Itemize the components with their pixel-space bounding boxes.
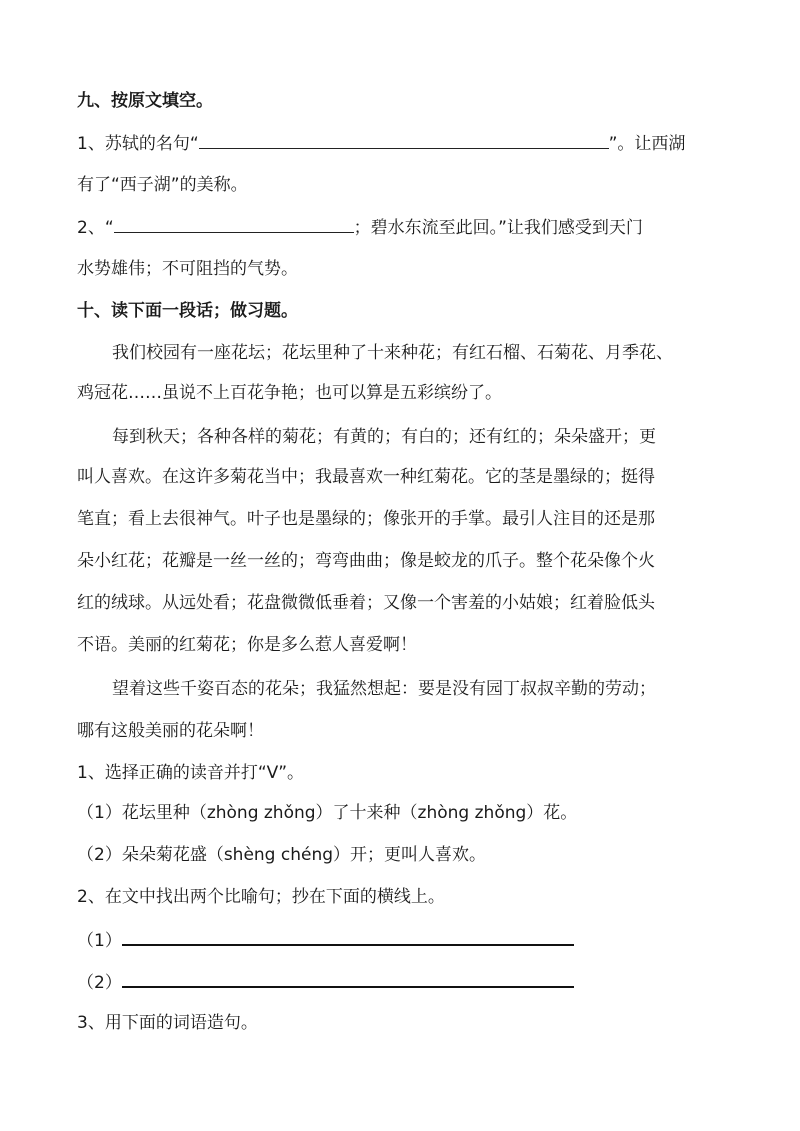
paragraph-3-line: 望着这些千姿百态的花朵；我猛然想起：要是没有园丁叔叔辛勤的劳动； [112,679,656,699]
paragraph-2-line: 朵小红花；花瓣是一丝一丝的；弯弯曲曲；像是蛟龙的爪子。整个花朵像个火 [77,551,655,571]
sec9-q2-line2: 水势雄伟；不可阻挡的气势。 [77,259,298,279]
sec9-q1-line2: 有了“西子湖”的美称。 [77,175,248,195]
paragraph-1-line: 鸡冠花……虽说不上百花争艳；也可以算是五彩缤纷了。 [77,383,502,403]
answer-blank-2[interactable] [122,968,574,988]
question-1-item: （1）花坛里种（zhòng zhǒng）了十来种（zhòng zhǒng）花。 [77,803,578,823]
answer-blank-1[interactable] [122,926,574,946]
sec9-q1-suffix: ”。让西湖 [608,134,686,154]
paragraph-2-line: 不语。美丽的红菊花；你是多么惹人喜爱啊！ [77,635,417,655]
sec9-q2-prefix: 2、“ [77,218,114,238]
sec9-q2-blank[interactable] [114,214,354,233]
paragraph-2-line: 笔直；看上去很神气。叶子也是墨绿的；像张开的手掌。最引人注目的还是那 [77,509,655,529]
question-1-title: 1、选择正确的读音并打“V”。 [77,763,305,783]
sec9-q1-blank[interactable] [199,130,609,149]
paragraph-3-line: 哪有这般美丽的花朵啊！ [77,721,264,741]
question-1-item: （2）朵朵菊花盛（shèng chéng）开；更叫人喜欢。 [77,845,487,865]
sec9-q1-prefix: 1、苏轼的名句“ [77,134,199,154]
question-2-answer-line [77,968,574,996]
question-3-title: 3、用下面的词语造句。 [77,1013,258,1033]
question-2-answer-line [77,926,574,954]
question-2-title: 2、在文中找出两个比喻句；抄在下面的横线上。 [77,887,445,907]
paragraph-2-line: 叫人喜欢。在这许多菊花当中；我最喜欢一种红菊花。它的茎是墨绿的；挺得 [77,467,655,487]
sec9-q1-line1 [77,130,685,157]
sec9-q2-line1 [77,214,643,241]
paragraph-2-line: 红的绒球。从远处看；花盘微微低垂着；又像一个害羞的小姑娘；红着脸低头 [77,593,655,613]
paragraph-1-line: 我们校园有一座花坛；花坛里种了十来种花；有红石榴、石菊花、月季花、 [112,343,673,363]
paragraph-2-line: 每到秋天；各种各样的菊花；有黄的；有白的；还有红的；朵朵盛开；更 [112,427,656,447]
answer-label: （2） [77,973,122,993]
section-10-heading: 十、读下面一段话；做习题。 [77,301,298,321]
answer-label: （1） [77,931,122,951]
sec9-q2-suffix: ；碧水东流至此回。”让我们感受到天门 [353,218,643,238]
section-9-heading: 九、按原文填空。 [77,91,213,111]
